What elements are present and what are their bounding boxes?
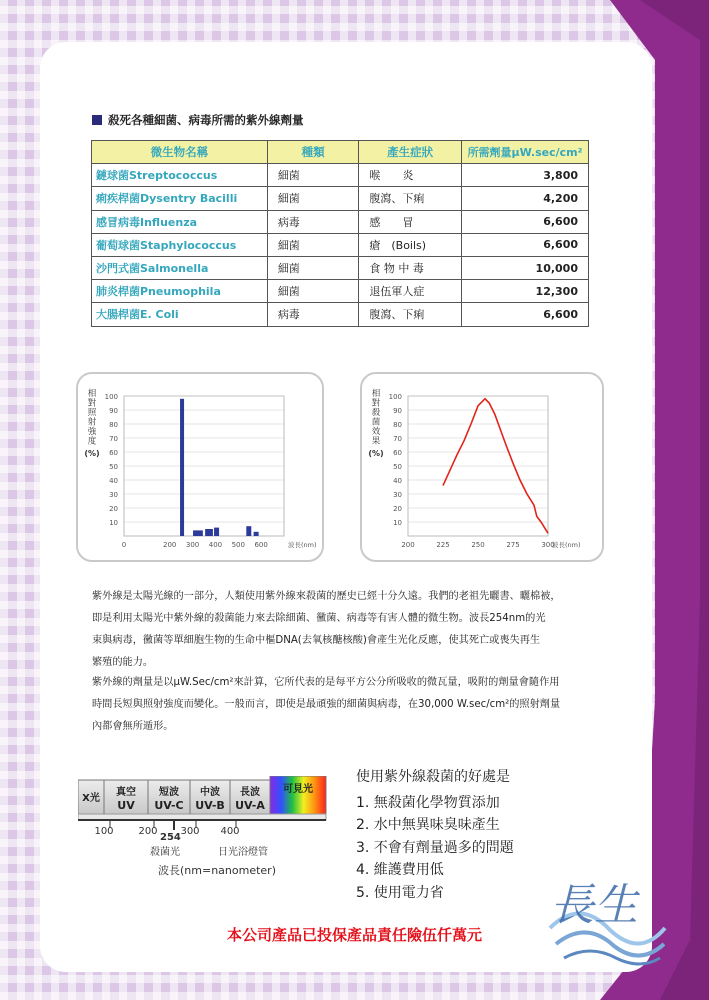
- bar: [193, 530, 198, 536]
- cell-dose: 4,200: [461, 187, 588, 210]
- spectrum-tick-label: 200: [138, 826, 158, 837]
- cell-dose: 10,000: [461, 256, 588, 279]
- logo-text: 長生: [550, 880, 638, 931]
- cell-kind: 細菌: [267, 256, 359, 279]
- uv-intensity-chart-svg: [78, 374, 322, 560]
- y-tick-label: 10: [393, 519, 402, 527]
- benefit-item: 1. 無殺菌化學物質添加: [356, 794, 500, 811]
- cell-kind: 細菌: [267, 280, 359, 303]
- spectrum-tick-label: 400: [220, 826, 240, 837]
- y-tick-label: 70: [109, 435, 118, 443]
- cell-symptom: 腹瀉、下痢: [359, 303, 462, 326]
- y-axis-label: [84, 388, 99, 458]
- y-tick-label: 40: [393, 477, 402, 485]
- cell-symptom: 瘡 (Boils): [359, 233, 462, 256]
- bar: [246, 526, 251, 536]
- table-row: [92, 187, 589, 210]
- svg-text:效: 效: [371, 427, 381, 437]
- y-tick-label: 40: [109, 477, 118, 485]
- y-tick-label: 100: [388, 393, 402, 401]
- spectrum-band-label: 短波: [159, 787, 179, 798]
- table-row: [92, 210, 589, 233]
- x-tick-label: 200: [163, 541, 177, 549]
- y-tick-label: 80: [393, 421, 402, 429]
- svg-text:度: 度: [87, 436, 97, 447]
- table-row: [92, 303, 589, 326]
- benefit-item: 3. 不會有劑量過多的問題: [356, 839, 514, 856]
- square-bullet-icon: [92, 115, 102, 125]
- company-logo: [540, 858, 670, 968]
- spectrum-band-label: 長波: [240, 787, 260, 798]
- bar: [214, 528, 219, 536]
- svg-text:照: 照: [87, 408, 97, 418]
- svg-text:對: 對: [371, 398, 381, 409]
- svg-text:射: 射: [87, 417, 97, 428]
- x-tick-label: 225: [436, 541, 450, 549]
- cell-symptom: 退伍軍人症: [359, 280, 462, 303]
- x-axis-label: 波長(nm): [552, 541, 581, 549]
- y-tick-label: 30: [109, 491, 118, 499]
- benefit-item: 2. 水中無異味臭味產生: [356, 817, 500, 833]
- marker-label-germicidal: 殺菌光: [150, 847, 180, 858]
- svg-text:殺: 殺: [371, 408, 381, 418]
- svg-text:相: 相: [87, 389, 97, 399]
- insurance-slogan: 本公司產品已投保產品責任險伍仟萬元: [226, 926, 482, 944]
- svg-text:果: 果: [371, 436, 381, 447]
- y-tick-label: 60: [109, 449, 118, 457]
- uv-intensity-chart: [76, 372, 324, 562]
- paragraph-1: [92, 586, 612, 674]
- bar: [198, 530, 203, 536]
- x-tick-label: 400: [208, 541, 223, 549]
- dose-table: [91, 140, 589, 327]
- y-tick-label: 60: [393, 449, 402, 457]
- x-axis-label: 波長(nm): [288, 541, 317, 549]
- paragraph-1-line: 束與病毒，黴菌等單細胞生物的生命中樞DNA(去氧核醣核酸)會產生光化反應，使其死亡或喪失再生: [92, 635, 541, 646]
- spectrum-band-sub: UV-A: [235, 799, 265, 812]
- cell-dose: 6,600: [461, 210, 588, 233]
- x-tick-label: 500: [231, 541, 245, 549]
- benefits-title: 使用紫外線殺菌的好處是: [356, 769, 510, 785]
- paragraph-2-line: 時間長短與照射強度而變化。一般而言，即使是最頑強的細菌與病毒，在30,000 W.sec/cm²的照射劑量: [92, 699, 561, 710]
- y-tick-label: 30: [393, 491, 402, 499]
- paragraph-1-line: 即是利用太陽光中紫外線的殺菌能力來去除細菌、黴菌、病毒等有害人體的微生物。波長254nm的光: [92, 613, 546, 624]
- germicidal-effect-chart-svg: [362, 374, 602, 560]
- paragraph-2-line: 內都會無所遁形。: [92, 721, 174, 732]
- table-row: [92, 256, 589, 279]
- y-tick-label: 20: [393, 505, 402, 513]
- spectrum-caption: 波長(nm=nanometer): [158, 864, 276, 877]
- svg-text:對: 對: [87, 398, 97, 409]
- y-tick-label: 50: [393, 463, 402, 471]
- spectrum-tick-label: 100: [94, 826, 114, 837]
- benefits-list: [356, 766, 514, 904]
- x-tick-label: 200: [401, 541, 415, 549]
- y-tick-label: 80: [109, 421, 118, 429]
- cell-dose: 6,600: [461, 233, 588, 256]
- svg-text:菌: 菌: [371, 417, 381, 428]
- cell-organism: 肺炎桿菌Pneumophila: [92, 280, 268, 303]
- svg-text:強: 強: [87, 427, 97, 437]
- table-row: [92, 164, 589, 187]
- table-row: [92, 280, 589, 303]
- cell-organism: 大腸桿菌E. Coli: [92, 303, 268, 326]
- spectrum-tick-label: 300: [180, 826, 200, 837]
- benefit-item: 4. 維護費用低: [356, 862, 444, 878]
- x-tick-label: 0: [121, 541, 127, 549]
- svg-text:(%): (%): [84, 449, 100, 458]
- spectrum-band-label: 可見光: [283, 784, 313, 795]
- cell-kind: 細菌: [267, 233, 359, 256]
- cell-kind: 細菌: [267, 164, 359, 187]
- section-title: 殺死各種細菌、病毒所需的紫外線劑量: [92, 112, 304, 128]
- spectrum-band-label: X光: [82, 793, 100, 804]
- cell-dose: 6,600: [461, 303, 588, 326]
- paragraph-2: [92, 672, 612, 738]
- uv-spectrum-diagram: [78, 776, 340, 886]
- cell-kind: 細菌: [267, 187, 359, 210]
- y-tick-label: 20: [109, 505, 118, 513]
- cell-organism: 葡萄球菌Staphylococcus: [92, 233, 268, 256]
- marker-label-sunlamp: 日光浴燈管: [218, 847, 268, 858]
- x-tick-label: 600: [254, 541, 268, 549]
- cell-kind: 病毒: [267, 303, 359, 326]
- cell-organism: 鏈球菌Streptococcus: [92, 164, 268, 187]
- y-tick-label: 50: [109, 463, 118, 471]
- y-axis-label: [368, 388, 383, 458]
- bar: [208, 529, 213, 536]
- cell-symptom: 食 物 中 毒: [359, 256, 462, 279]
- spectrum-band-sub: UV-B: [195, 799, 225, 812]
- header-dose: 所需劑量μW.sec/cm²: [461, 141, 588, 164]
- cell-dose: 12,300: [461, 280, 588, 303]
- paragraph-1-line: 繁殖的能力。: [92, 657, 154, 668]
- cell-organism: 沙門式菌Salmonella: [92, 256, 268, 279]
- spectrum-band-sub: UV: [117, 799, 135, 812]
- y-tick-label: 90: [109, 407, 118, 415]
- cell-symptom: 腹瀉、下痢: [359, 187, 462, 210]
- y-tick-label: 10: [109, 519, 118, 527]
- cell-organism: 痢疾桿菌Dysentry Bacilli: [92, 187, 268, 210]
- paragraph-1-line: 紫外線是太陽光線的一部分，人類使用紫外線來殺菌的歷史已經十分久遠。我們的老祖先曬書、曬棉被，: [92, 591, 561, 602]
- x-tick-label: 250: [471, 541, 485, 549]
- cell-symptom: 喉 炎: [359, 164, 462, 187]
- header-organism: 微生物名稱: [92, 141, 268, 164]
- spectrum-band-sub: UV-C: [154, 799, 184, 812]
- spectrum-band-label: 真空: [116, 787, 136, 798]
- paragraph-2-line: 紫外線的劑量是以μW.Sec/cm²來計算，它所代表的是每平方公分所吸收的微瓦量，吸附的劑量會隨作用: [92, 677, 560, 688]
- x-tick-label: 300: [185, 541, 200, 549]
- bar: [180, 399, 184, 536]
- table-header-row: [92, 141, 589, 164]
- y-tick-label: 90: [393, 407, 402, 415]
- cell-organism: 感冒病毒Influenza: [92, 210, 268, 233]
- y-tick-label: 70: [393, 435, 402, 443]
- header-kind: 種類: [267, 141, 359, 164]
- x-tick-label: 300: [541, 541, 555, 549]
- x-tick-label: 275: [506, 541, 520, 549]
- header-symptom: 產生症狀: [359, 141, 462, 164]
- cell-dose: 3,800: [461, 164, 588, 187]
- y-tick-label: 100: [104, 393, 118, 401]
- bar: [254, 532, 259, 536]
- svg-text:相: 相: [371, 389, 381, 399]
- spectrum-visible-box: [270, 776, 326, 814]
- table-row: [92, 233, 589, 256]
- svg-text:(%): (%): [368, 449, 384, 458]
- germicidal-effect-chart: [360, 372, 604, 562]
- cell-kind: 病毒: [267, 210, 359, 233]
- marker-254-label: 254: [160, 832, 181, 843]
- benefit-item: 5. 使用電力省: [356, 884, 444, 901]
- cell-symptom: 感 冒: [359, 210, 462, 233]
- spectrum-band-label: 中波: [200, 787, 220, 798]
